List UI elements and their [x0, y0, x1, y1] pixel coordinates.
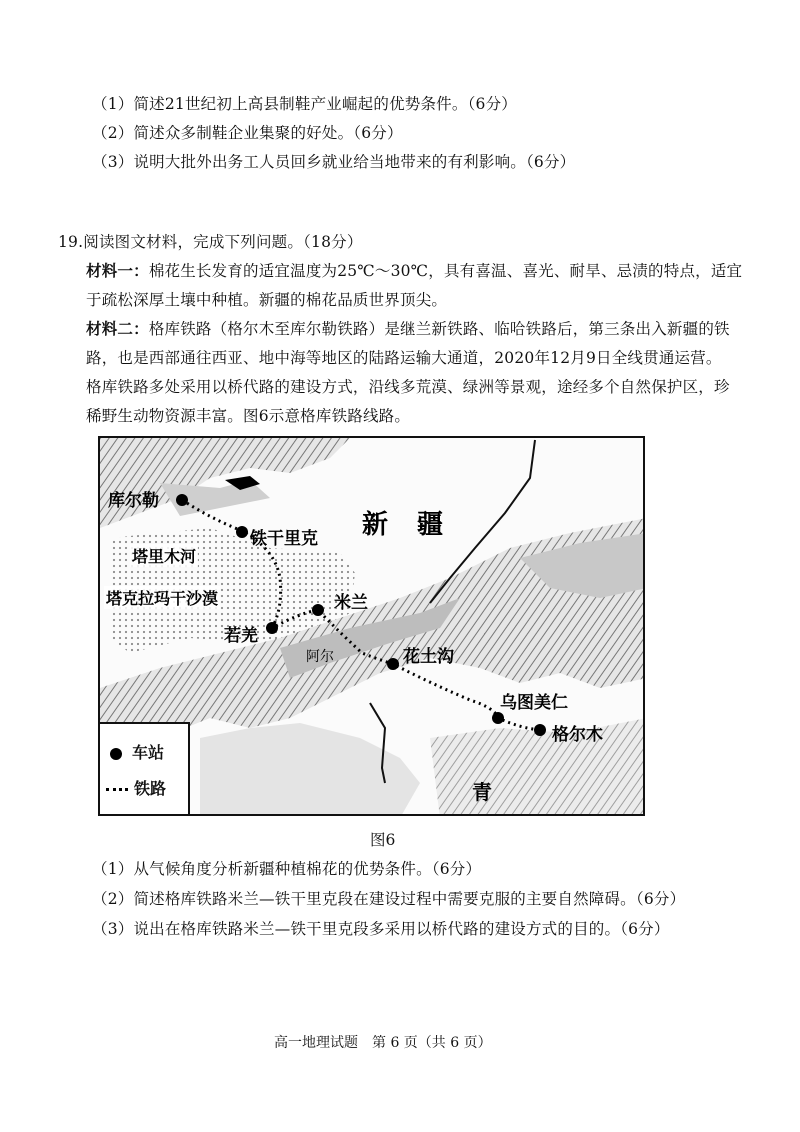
question-19-title: 19.阅读图文材料，完成下列问题。（18分）	[58, 233, 363, 251]
railway-map	[98, 436, 645, 816]
material-2-line-2: 路，也是西部通往西亚、地中海等地区的陆路运输大通道，2020年12月9日全线贯通运营。	[86, 349, 722, 367]
station-label-milan: 米兰	[334, 593, 368, 613]
region-label-xinjiang: 新 疆	[362, 510, 454, 540]
desert-label: 塔克拉玛干沙漠	[104, 586, 220, 609]
q19-question-2: （2）简述格库铁路米兰—铁干里克段在建设过程中需要克服的主要自然障碍。（6分）	[92, 890, 686, 908]
plateau-area	[200, 723, 420, 816]
legend-station-icon	[110, 748, 122, 760]
station-huatugou-dot	[387, 658, 399, 670]
station-label-tieganlike: 铁干里克	[250, 529, 318, 549]
prev-question-1: （1）简述21世纪初上高县制鞋产业崛起的优势条件。（6分）	[92, 95, 517, 113]
northern-mountains	[100, 438, 350, 528]
material-2-line-3: 格库铁路多处采用以桥代路的建设方式，沿线多荒漠、绿洲等景观，途经多个自然保护区，珍	[86, 378, 730, 396]
station-korla-dot	[176, 494, 188, 506]
material-1-text-1: 棉花生长发育的适宜温度为25℃～30℃，具有喜温、喜光、耐旱、忌渍的特点，适宜	[148, 262, 743, 280]
material-1-line-1	[86, 259, 742, 281]
q19-question-3: （3）说出在格库铁路米兰—铁干里克段多采用以桥代路的建设方式的目的。（6分）	[92, 920, 670, 938]
station-label-wutumeiren: 乌图美仁	[500, 693, 568, 713]
page-footer: 高一地理试题 第 6 页（共 6 页）	[274, 1035, 492, 1051]
figure-caption: 图6	[370, 831, 396, 849]
legend-railway	[106, 776, 166, 799]
material-1-line-2: 于疏松深厚土壤中种植。新疆的棉花品质世界顶尖。	[86, 291, 448, 309]
legend-railway-label: 铁路	[134, 779, 167, 798]
prev-question-2: （2）简述众多制鞋企业集聚的好处。（6分）	[92, 124, 403, 142]
map-legend	[100, 722, 190, 814]
station-label-huatugou: 花土沟	[403, 647, 454, 667]
material-2-label: 材料二：	[86, 320, 149, 338]
station-label-golmud: 格尔木	[552, 725, 603, 745]
station-label-korla: 库尔勒	[108, 491, 159, 511]
material-1-label: 材料一：	[86, 262, 149, 280]
region-label-qinghai: 青	[472, 780, 492, 804]
legend-station	[110, 740, 164, 763]
station-wutumeiren-dot	[492, 712, 504, 724]
station-milan-dot	[312, 604, 324, 616]
station-ruoqiang-dot	[266, 622, 278, 634]
q19-question-1: （1）从气候角度分析新疆种植棉花的优势条件。（6分）	[92, 860, 482, 878]
material-2-line-1	[86, 317, 730, 339]
station-tieganlike-dot	[236, 526, 248, 538]
place-label-aer: 阿尔	[306, 649, 334, 665]
station-label-ruoqiang: 若羌	[224, 626, 258, 646]
station-golmud-dot	[534, 724, 546, 736]
legend-station-label: 车站	[132, 743, 165, 762]
legend-railway-icon	[106, 788, 128, 791]
river-label: 塔里木河	[130, 544, 198, 567]
material-2-text-1: 格库铁路（格尔木至库尔勒铁路）是继兰新铁路、临哈铁路后，第三条出入新疆的铁	[148, 320, 730, 338]
prev-question-3: （3）说明大批外出务工人员回乡就业给当地带来的有利影响。（6分）	[92, 153, 576, 171]
material-2-line-4: 稀野生动物资源丰富。图6示意格库铁路线路。	[86, 407, 411, 425]
